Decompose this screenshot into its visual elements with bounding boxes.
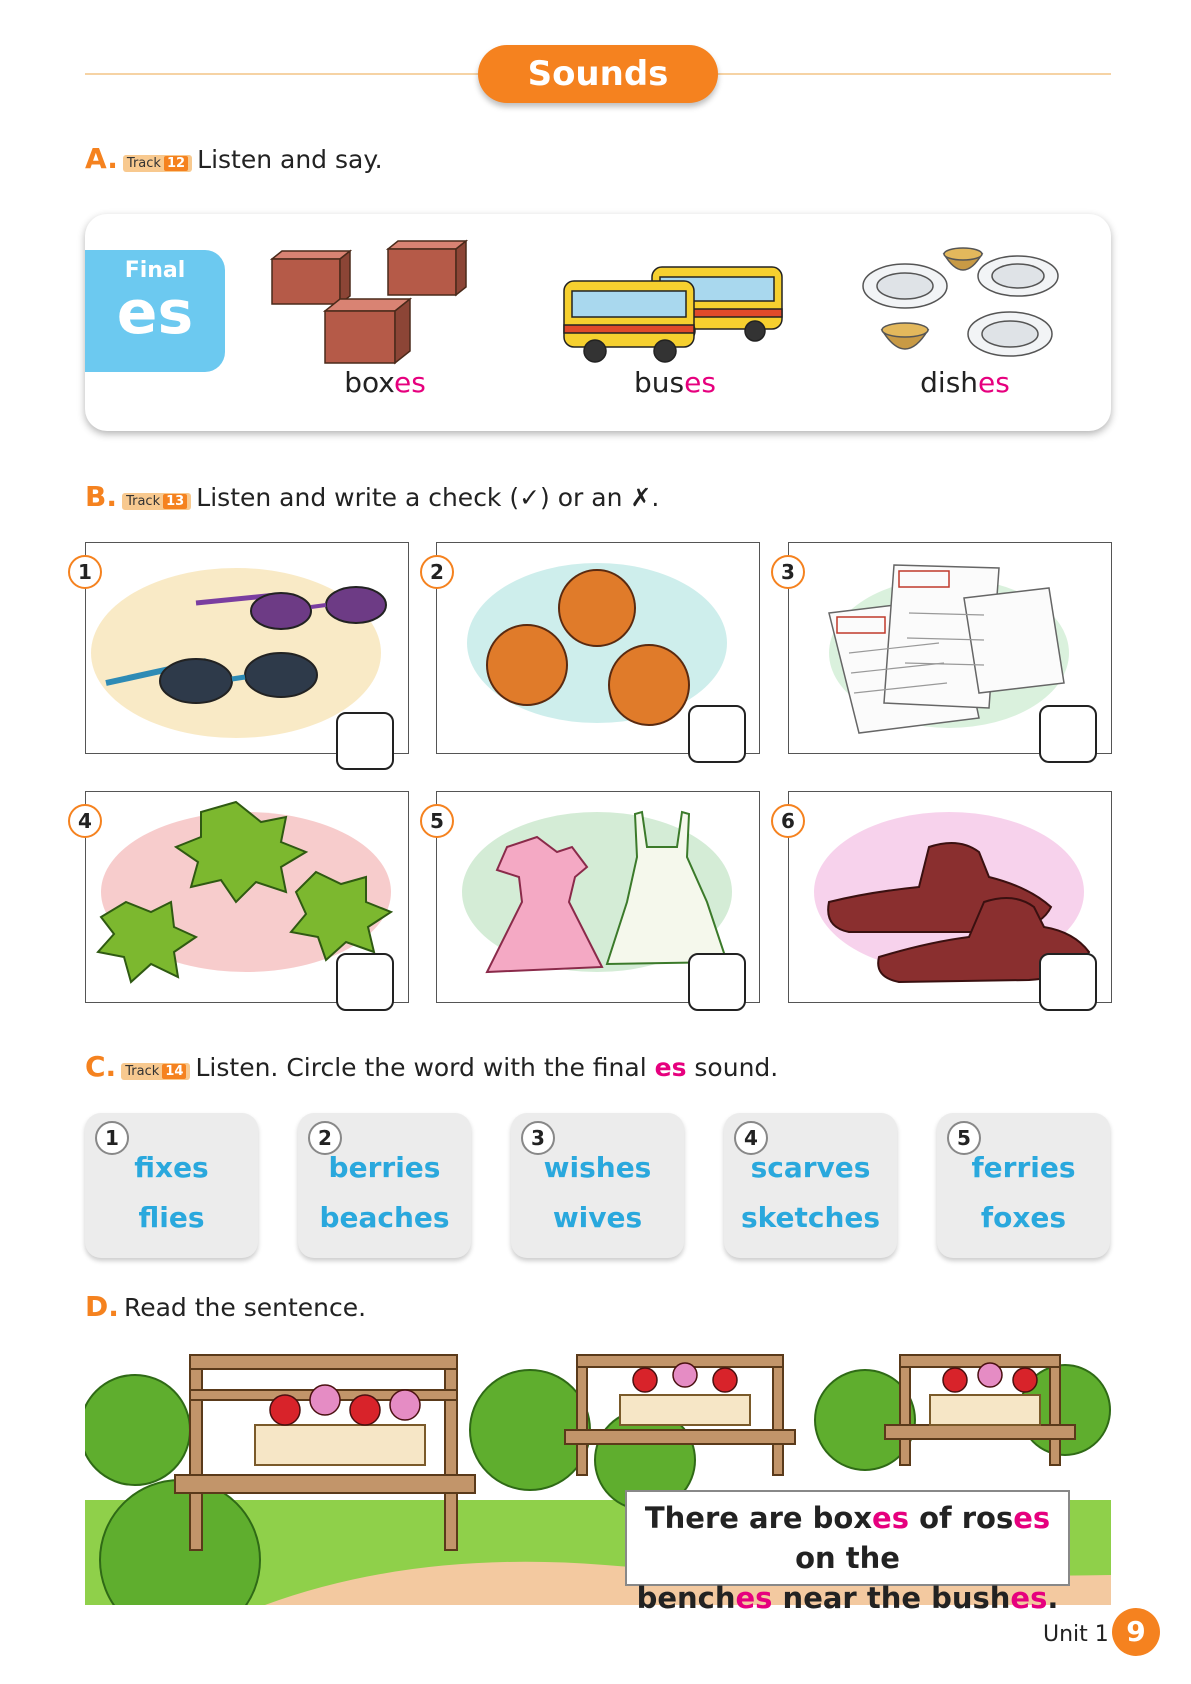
track-number: 14 bbox=[162, 1064, 186, 1079]
sentence-ending: es bbox=[1010, 1581, 1048, 1615]
instruction bbox=[196, 1053, 779, 1082]
track-badge[interactable] bbox=[121, 1063, 190, 1080]
answer-checkbox-1[interactable] bbox=[336, 712, 394, 770]
card-number: 5 bbox=[947, 1121, 981, 1155]
card-number: 3 bbox=[521, 1121, 555, 1155]
card-number: 2 bbox=[308, 1121, 342, 1155]
track-badge[interactable] bbox=[122, 493, 191, 510]
track-number: 12 bbox=[164, 156, 188, 171]
track-badge[interactable] bbox=[123, 155, 192, 172]
section-c-heading bbox=[85, 1050, 778, 1083]
word-card-4 bbox=[724, 1113, 897, 1258]
header-rule-right bbox=[716, 73, 1111, 75]
instruction-es: es bbox=[654, 1053, 687, 1082]
word-dishes bbox=[865, 366, 1065, 399]
sentence-text: near the bush bbox=[772, 1581, 1011, 1615]
word-stem: bus bbox=[634, 366, 685, 399]
word-card-2 bbox=[298, 1113, 471, 1258]
instruction-text: Listen. Circle the word with the final bbox=[195, 1053, 655, 1082]
track-label: Track bbox=[126, 156, 161, 171]
word-card-5 bbox=[937, 1113, 1110, 1258]
section-a-heading bbox=[85, 142, 383, 175]
word-option[interactable]: scarves bbox=[750, 1151, 871, 1184]
item-number: 4 bbox=[68, 804, 102, 838]
sentence-sign bbox=[625, 1490, 1070, 1615]
word-ending: es bbox=[393, 366, 426, 399]
section-d-heading bbox=[85, 1290, 366, 1323]
answer-checkbox-2[interactable] bbox=[688, 705, 746, 763]
word-card-3 bbox=[511, 1113, 684, 1258]
instruction: Read the sentence. bbox=[123, 1293, 367, 1322]
section-letter: C. bbox=[85, 1050, 117, 1083]
final-es-label bbox=[85, 250, 225, 372]
section-b-heading bbox=[85, 480, 659, 513]
buses-illustration bbox=[560, 259, 790, 369]
instruction: Listen and say. bbox=[197, 145, 383, 174]
word-option[interactable]: wishes bbox=[543, 1151, 652, 1184]
track-label: Track bbox=[125, 1064, 160, 1079]
card-number: 4 bbox=[734, 1121, 768, 1155]
word-option[interactable]: wives bbox=[552, 1201, 643, 1234]
track-number: 13 bbox=[163, 494, 187, 509]
unit-label: Unit 1 bbox=[1043, 1622, 1109, 1647]
boxes-illustration bbox=[270, 239, 470, 379]
track-label: Track bbox=[126, 494, 161, 509]
word-ending: es bbox=[978, 366, 1010, 399]
card-number: 1 bbox=[95, 1121, 129, 1155]
word-option[interactable]: ferries bbox=[971, 1151, 1076, 1184]
word-stem: box bbox=[344, 366, 394, 399]
final-es-panel bbox=[85, 214, 1111, 431]
sentence-text: on the bbox=[795, 1541, 900, 1575]
instruction: Listen and write a check (✓) or an ✗. bbox=[196, 483, 660, 512]
word-ending: es bbox=[684, 366, 716, 399]
instruction-text: sound. bbox=[686, 1053, 779, 1082]
word-option[interactable]: berries bbox=[328, 1151, 441, 1184]
sentence-text: There are box bbox=[644, 1501, 873, 1535]
answer-checkbox-6[interactable] bbox=[1039, 953, 1097, 1011]
final-label: Final bbox=[124, 258, 186, 283]
page-number: 9 bbox=[1112, 1608, 1160, 1656]
section-letter: A. bbox=[85, 142, 118, 175]
word-option[interactable]: flies bbox=[138, 1201, 205, 1234]
sentence-ending: es bbox=[1013, 1501, 1051, 1535]
sentence-text: bench bbox=[636, 1581, 736, 1615]
word-card-1 bbox=[85, 1113, 258, 1258]
section-letter: B. bbox=[85, 480, 117, 513]
sentence-line-2 bbox=[627, 1578, 1068, 1618]
answer-checkbox-5[interactable] bbox=[688, 953, 746, 1011]
item-number: 6 bbox=[771, 804, 805, 838]
item-number: 2 bbox=[420, 555, 454, 589]
word-option[interactable]: fixes bbox=[134, 1151, 209, 1184]
sentence-ending: es bbox=[872, 1501, 909, 1535]
item-number: 3 bbox=[771, 555, 805, 589]
word-option[interactable]: sketches bbox=[740, 1201, 881, 1234]
word-stem: dish bbox=[920, 366, 979, 399]
word-option[interactable]: beaches bbox=[319, 1201, 450, 1234]
sentence-ending: es bbox=[735, 1581, 773, 1615]
section-letter: D. bbox=[85, 1290, 119, 1323]
word-buses bbox=[575, 366, 775, 399]
sentence-text: of ros bbox=[908, 1501, 1014, 1535]
sentence-text: . bbox=[1047, 1581, 1059, 1615]
word-boxes bbox=[285, 366, 485, 399]
word-option[interactable]: foxes bbox=[980, 1201, 1067, 1234]
answer-checkbox-3[interactable] bbox=[1039, 705, 1097, 763]
item-number: 5 bbox=[420, 804, 454, 838]
answer-checkbox-4[interactable] bbox=[336, 953, 394, 1011]
page-title: Sounds bbox=[478, 45, 718, 103]
dishes-illustration bbox=[860, 244, 1080, 374]
sentence-line-1 bbox=[627, 1498, 1068, 1578]
item-number: 1 bbox=[68, 555, 102, 589]
header-rule-left bbox=[85, 73, 480, 75]
final-sound: es bbox=[116, 278, 194, 348]
